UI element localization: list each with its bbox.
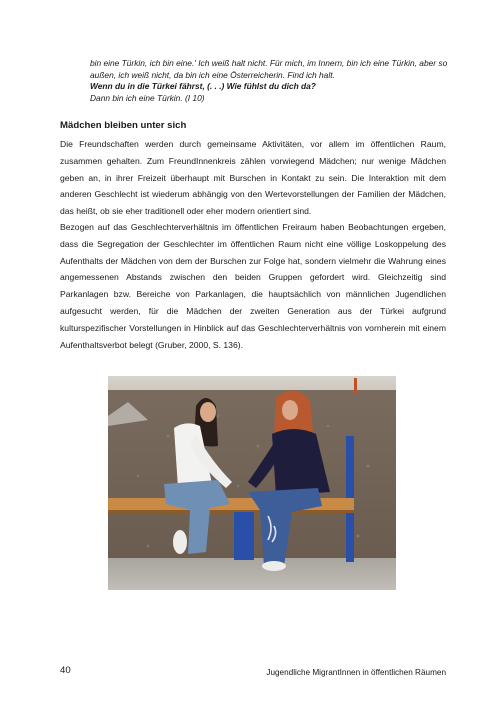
- park-bench-photo: [108, 376, 396, 590]
- paved-path: [108, 558, 396, 590]
- girl-right-face: [282, 400, 298, 420]
- bench-seat-edge: [108, 510, 354, 513]
- quote-question: Wenn du in die Türkei fährst, (. . .) Wie fühlst du dich da?: [90, 81, 316, 92]
- fence-post: [354, 378, 357, 394]
- page-number: 40: [60, 665, 71, 676]
- girl-left-face: [200, 402, 216, 422]
- body-paragraph-2: Bezogen auf das Geschlechterverhältnis im öffentlichen Freiraum haben Beobachtungen ergeben, dass die Segregation der Geschlechter im öffentlichen Raum nicht eine völlige Loskoppelung des Aufenthalts der Mädchen von dem der Burschen zur Folge hat, sondern vielmehr die Wahrung eines angemessenen Abstands zwischen den beiden Gruppen gefordert wird. Gleichzeitig sind Parkanlagen bzw. Bereiche von Parkanlagen, die hauptsächlich von männlichen Jugendlichen aufgesucht werden, für die Mädchen der zweiten Generation aus der Türkei aufgrund kulturspezifischer Vorstellungen in Hinblick auf das Geschlechterverhältnis von vornherein mit einem Aufenthaltsverbot belegt (Gruber, 2000, S. 136).: [60, 222, 446, 350]
- girl-left-shoe: [173, 530, 187, 554]
- girl-right-shoe: [262, 561, 286, 571]
- bench-support: [234, 512, 254, 560]
- section-heading: Mädchen bleiben unter sich: [60, 120, 187, 131]
- quote-line: bin eine Türkin, ich bin eine.' Ich weiß halt nicht. Für mich, im Innern, bin ich eine Türkin, aber so außen, ich weiß nicht, da bin ich eine Österreicherin. Find ich halt.: [90, 58, 448, 80]
- interview-quote: [90, 58, 450, 104]
- running-title: Jugendliche MigrantInnen in öffentlichen Räumen: [266, 668, 446, 677]
- body-paragraph-1: Die Freundschaften werden durch gemeinsame Aktivitäten, vor allem im öffentlichen Raum, zusammen gehalten. Zum FreundInnenkreis zählen vorwiegend Mädchen; nur wenige Mädchen geben an, in ihrer Freizeit überhaupt mit Burschen in Kontakt zu sein. Die Interaktion mit dem anderen Geschlecht ist wiederum abhängig von den Wertevorstellungen der Familien der Mädchen, das heißt, ob sie eher traditionell oder eher modern orientiert sind.: [60, 139, 446, 217]
- quote-answer: Dann bin ich eine Türkin. (I 10): [90, 92, 205, 103]
